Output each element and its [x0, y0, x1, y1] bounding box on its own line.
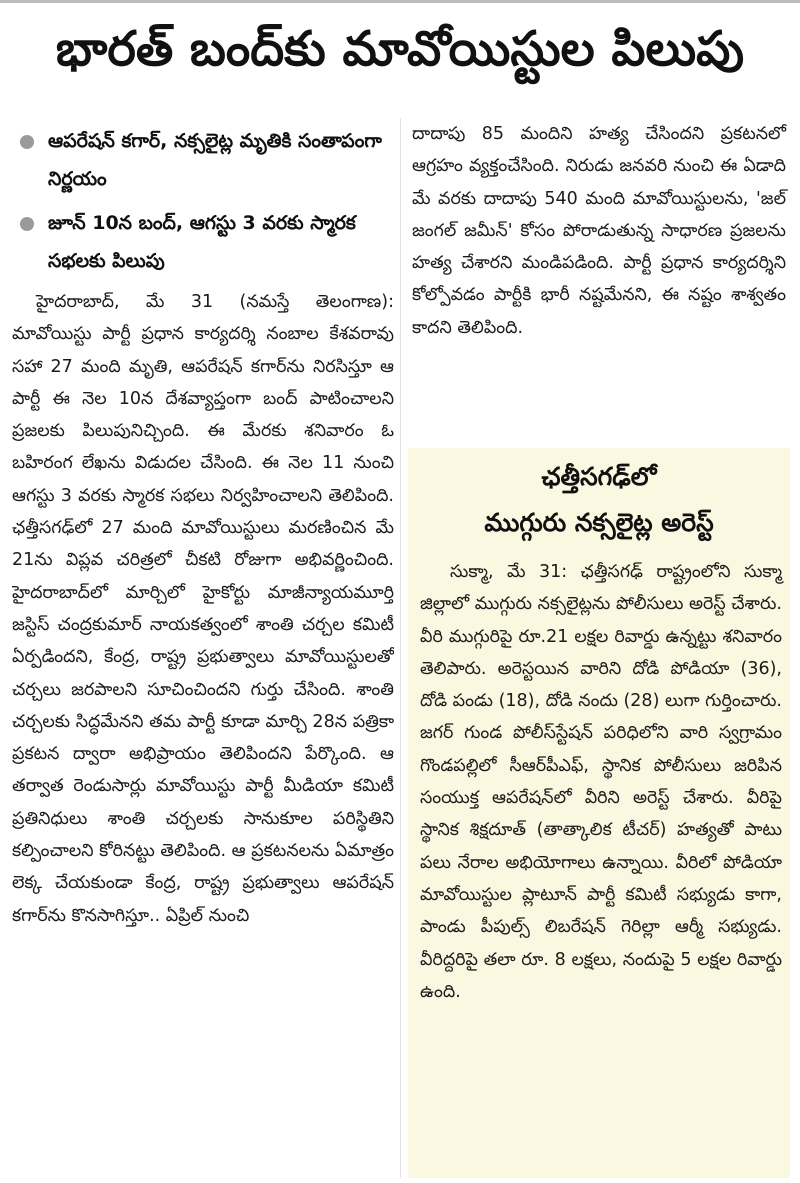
article-body: హైదరాబాద్, మే 31 (నమస్తే తెలంగాణ): మావోయిస్టు పార్టీ ప్రధాన కార్యదర్శి నంబాల కేశవరావు సహా 27 మంది మృతి, ఆపరేషన్ కగార్‌ను నిరసిస్తూ ఆ పార్టీ ఈ నెల 10న దేశవ్యాప్తంగా బంద్ పాటించాలని ప్రజలకు పిలుపునిచ్చింది. ఈ మేరకు శనివారం ఓ బహిరంగ లేఖను విడుదల చేసింది. ఈ నెల 11 నుంచి ఆగస్టు 3 వరకు స్మారక సభలు నిర్వహించాలని తెలిపింది. ఛత్తీసగఢ్‌లో 27 మంది మావోయిస్టులు మరణించిన మే 21ను విప్లవ చరిత్రలో చీకటి రోజుగా అభివర్ణించింది. హైదరాబాద్‌లో మార్చిలో హైకోర్టు మాజీన్యాయమూర్తి జస్టిస్ చంద్రకుమార్ నాయకత్వంలో శాంతి చర్చల కమిటీ ఏర్పడిందని, కేంద్ర, రాష్ట్ర ప్రభుత్వాలు మావోయిస్టులతో చర్చలు జరపాలని సూచించిందని గుర్తు చేసింది. శాంతి చర్చలకు సిద్ధమేనని తమ పార్టీ కూడా మార్చి 28న పత్రికా ప్రకటన ద్వారా అభిప్రాయం తెలిపిందని పేర్కొంది. ఆ తర్వాత రెండుసార్లు మావోయిస్టు పార్టీ మీడియా కమిటీ ప్రతినిధులు శాంతి చర్చలకు సానుకూల పరిస్థితిని కల్పించాలని కోరినట్టు తెలిపింది. ఆ ప్రకటనలను ఏమాత్రం లెక్క చేయకుండా కేంద్ర, రాష్ట్ర ప్రభుత్వాలు ఆపరేషన్ కగార్‌ను కొనసాగిస్తూ.. ఏప్రిల్ నుంచి	[12, 292, 394, 926]
column-divider	[400, 118, 401, 1178]
bullet-item	[12, 204, 394, 280]
bullet-icon	[20, 135, 34, 149]
article-continued: దాదాపు 85 మందిని హత్య చేసిందని ప్రకటనలో ఆగ్రహం వ్యక్తంచేసింది. నిరుడు జనవరి నుంచి ఈ ఏడాది మే వరకు దాదాపు 540 మంది మావోయిస్టులను, 'జల్ జంగల్ జమీన్' కోసం పోరాడుతున్న సాధారణ ప్రజలను హత్య చేశారని మండిపడింది. పార్టీ ప్రధాన కార్యదర్శిని కోల్పోవడం పార్టీకి భారీ నష్టమేనని, ఈ నష్టం శాశ్వతం కాదని తెలిపింది.	[412, 124, 786, 338]
sidebar-body: సుక్మా, మే 31: ఛత్తీసగఢ్ రాష్ట్రంలోని సుక్మా జిల్లాలో ముగ్గురు నక్సలైట్లను పోలీసులు అరెస్ట్ చేశారు. వీరి ముగ్గురిపై రూ.21 లక్షల రివార్డు ఉన్నట్టు శనివారం తెలిపారు. అరెస్టయిన వారిని దోడి పోడియా (36), దోడి పండు (18), దోడి నందు (28) లుగా గుర్తించారు. జగర్ గుండ పోలీస్‌స్టేషన్ పరిధిలోని వారి స్వగ్రామం గొండపల్లిలో సీఆర్‌పీఎఫ్, స్థానిక పోలీసులు జరిపిన సంయుక్త ఆపరేషన్‌లో వీరిని అరెస్ట్ చేశారు. వీరిపై స్థానిక శిక్షదూత్ (తాత్కాలిక టీచర్) హత్యతో పాటు పలు నేరాల అభియోగాలు ఉన్నాయి. వీరిలో పోడియా మావోయిస్టుల ప్లాటూన్ పార్టీ కమిటీ సభ్యుడు కాగా, పాండు పీపుల్స్ లిబరేషన్ గెరిల్లా ఆర్మీ సభ్యుడు. వీరిద్దరిపై తలా రూ. 8 లక్షలు, నందుపై 5 లక్షల రివార్డు ఉంది.	[420, 562, 782, 1002]
sidebar-title-line1: ఛత్తీసగఢ్‌లో	[541, 462, 657, 491]
right-column	[408, 118, 790, 1178]
headline: భారత్ బంద్‌కు మావోయిస్టుల పిలుపు	[55, 21, 745, 77]
bullet-text: ఆపరేషన్ కగార్, నక్సలైట్ల మృతికి సంతాపంగా నిర్ణయం	[48, 130, 382, 190]
bullet-icon	[20, 217, 34, 231]
sidebar-title-line2: ముగ్గురు నక్సలైట్ల అరెస్ట్	[484, 508, 714, 537]
sidebar-box	[408, 448, 790, 1178]
left-column	[12, 118, 394, 1178]
bullet-item	[12, 122, 394, 198]
bullet-text: జూన్ 10న బంద్, ఆగస్టు 3 వరకు స్మారక సభలకు పిలుపు	[48, 212, 356, 272]
